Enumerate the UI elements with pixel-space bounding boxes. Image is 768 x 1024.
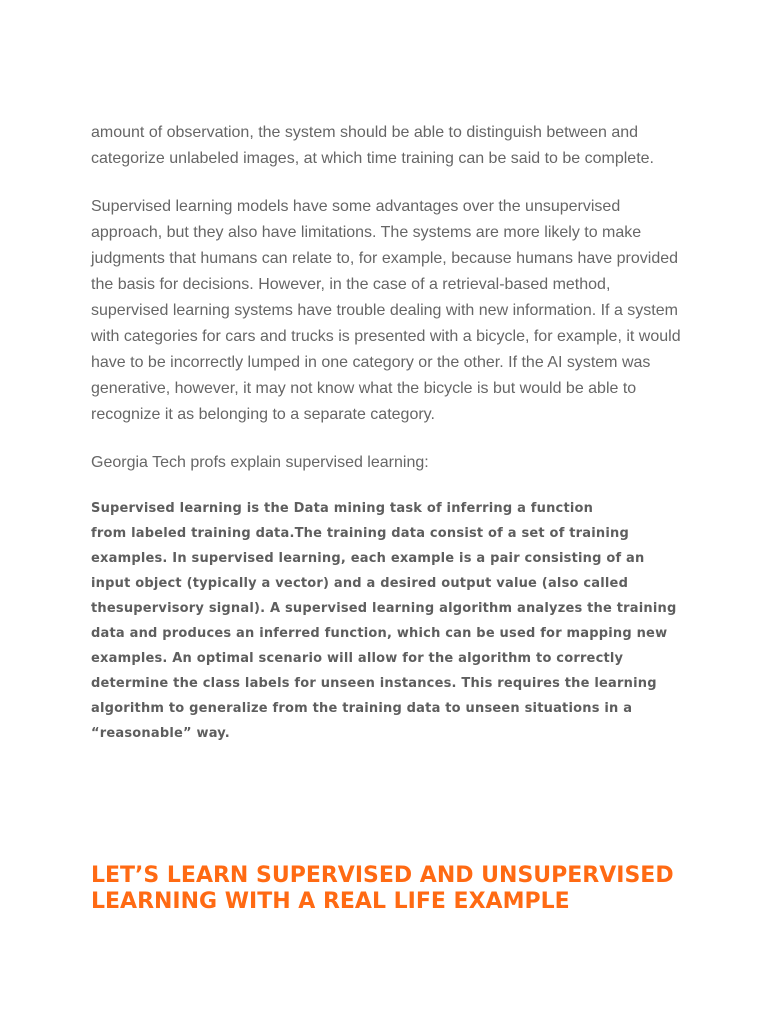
quote-line: thesupervisory signal). A supervised learning algorithm analyzes the training	[91, 601, 677, 616]
quote-line: “reasonable” way.	[91, 726, 230, 741]
article-body	[91, 120, 691, 746]
quote-block	[91, 496, 691, 746]
quote-line: from labeled training data.The training data consist of a set of training	[91, 526, 629, 541]
paragraph-observation: amount of observation, the system should be able to distinguish between and categorize unlabeled images, at which time training can be said to be complete.	[91, 124, 654, 167]
heading-line: LEARNING WITH A REAL LIFE EXAMPLE	[91, 889, 570, 914]
paragraph-georgia-tech-intro: Georgia Tech profs explain supervised learning:	[91, 454, 429, 471]
quote-line: examples. In supervised learning, each example is a pair consisting of an	[91, 551, 645, 566]
quote-line: algorithm to generalize from the training data to unseen situations in a	[91, 701, 633, 716]
quote-line: Supervised learning is the Data mining task of inferring a function	[91, 501, 594, 516]
quote-line: data and produces an inferred function, which can be used for mapping new	[91, 626, 668, 641]
quote-line: input object (typically a vector) and a desired output value (also called	[91, 576, 629, 591]
quote-line: determine the class labels for unseen instances. This requires the learning	[91, 676, 657, 691]
paragraph-advantages: Supervised learning models have some advantages over the unsupervised approach, but they also have limitations. The systems are more likely to make judgments that humans can relate to, for example, because humans have provided the basis for decisions. However, in the case of a retrieval-based method, supervised learning systems have trouble dealing with new information. If a system with categories for cars and trucks is presented with a bicycle, for example, it would have to be incorrectly lumped in one category or the other. If the AI system was generative, however, it may not know what the bicycle is but would be able to recognize it as belonging to a separate category.	[91, 198, 681, 423]
quote-line: examples. An optimal scenario will allow for the algorithm to correctly	[91, 651, 624, 666]
heading-line: LET’S LEARN SUPERVISED AND UNSUPERVISED	[91, 863, 674, 888]
section-heading	[91, 863, 711, 915]
